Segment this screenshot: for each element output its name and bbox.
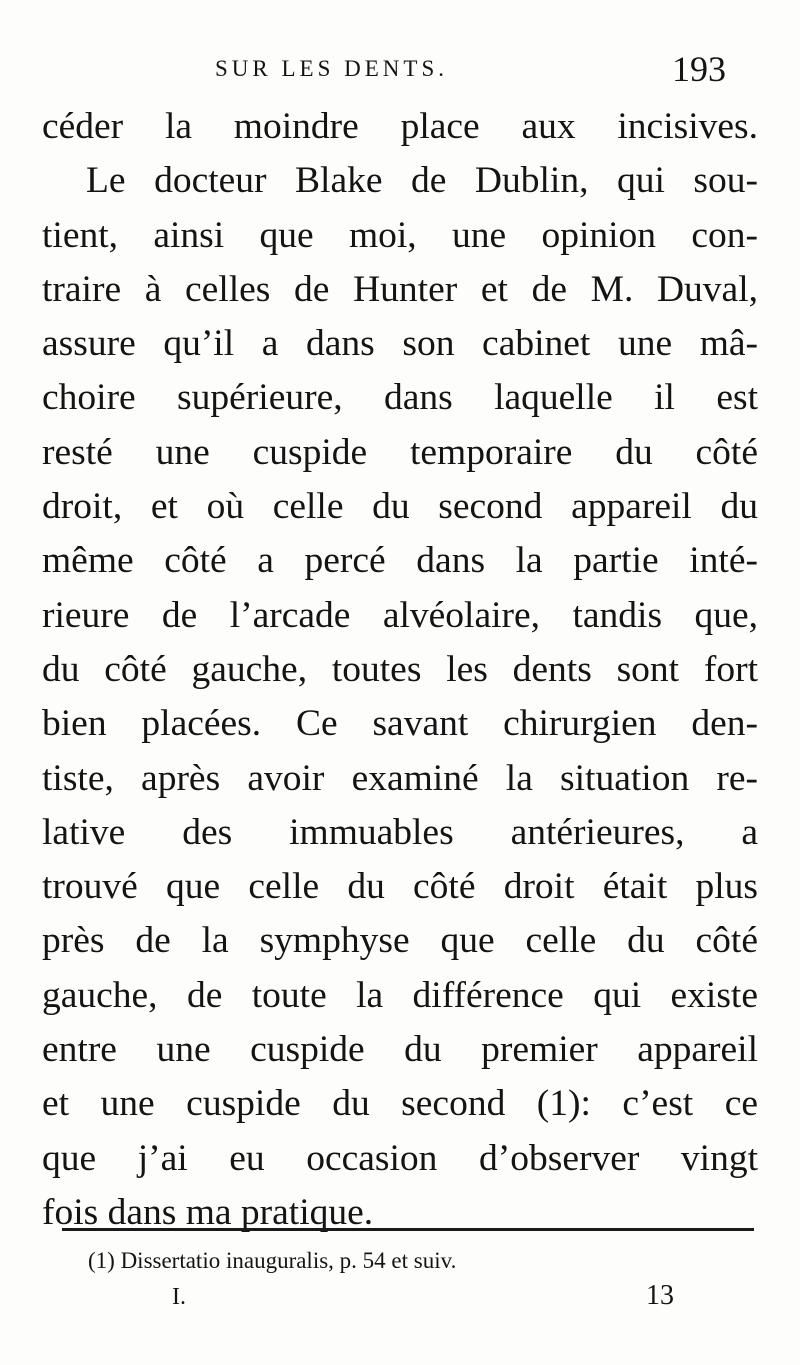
text-line: même côté a percé dans la partie inté- xyxy=(42,540,758,582)
body-text xyxy=(42,100,758,1240)
text-line: traire à celles de Hunter et de M. Duval, xyxy=(42,268,758,310)
text-line: céder la moindre place aux incisives. xyxy=(42,106,758,147)
text-line: tient, ainsi que moi, une opinion con- xyxy=(42,214,758,256)
text-line: rieure de l’arcade alvéolaire, tandis que, xyxy=(42,594,758,636)
text-line: Le docteur Blake de Dublin, qui sou- xyxy=(86,160,758,202)
text-line: gauche, de toute la différence qui existe xyxy=(42,974,758,1016)
text-line: près de la symphyse que celle du côté xyxy=(42,920,758,962)
text-line: et une cuspide du second (1): c’est ce xyxy=(42,1083,758,1125)
text-line: bien placées. Ce savant chirurgien den- xyxy=(42,703,758,745)
footnote-rule xyxy=(62,1228,754,1231)
text-line: choire supérieure, dans laquelle il est xyxy=(42,377,758,419)
text-line: resté une cuspide temporaire du côté xyxy=(42,431,758,473)
text-line: du côté gauche, toutes les dents sont fort xyxy=(42,648,758,690)
text-line: trouvé que celle du côté droit était plus xyxy=(42,866,758,908)
signature-gathering: 13 xyxy=(646,1280,674,1311)
text-line: tiste, après avoir examiné la situation re- xyxy=(42,757,758,799)
signature-volume: I. xyxy=(172,1284,186,1310)
text-line: que j’ai eu occasion d’observer vingt xyxy=(42,1137,758,1179)
footnote: (1) Dissertatio inauguralis, p. 54 et suiv. xyxy=(88,1248,457,1273)
text-line: droit, et où celle du second appareil du xyxy=(42,486,758,528)
text-line: fois dans ma pratique. xyxy=(42,1191,374,1233)
page-number: 193 xyxy=(672,49,726,89)
text-line: entre une cuspide du premier appareil xyxy=(42,1029,758,1071)
running-head: SUR LES DENTS. xyxy=(215,56,448,81)
page-header xyxy=(0,50,800,94)
text-line: assure qu’il a dans son cabinet une mâ- xyxy=(42,323,758,365)
text-line: lative des immuables antérieures, a xyxy=(42,811,758,853)
